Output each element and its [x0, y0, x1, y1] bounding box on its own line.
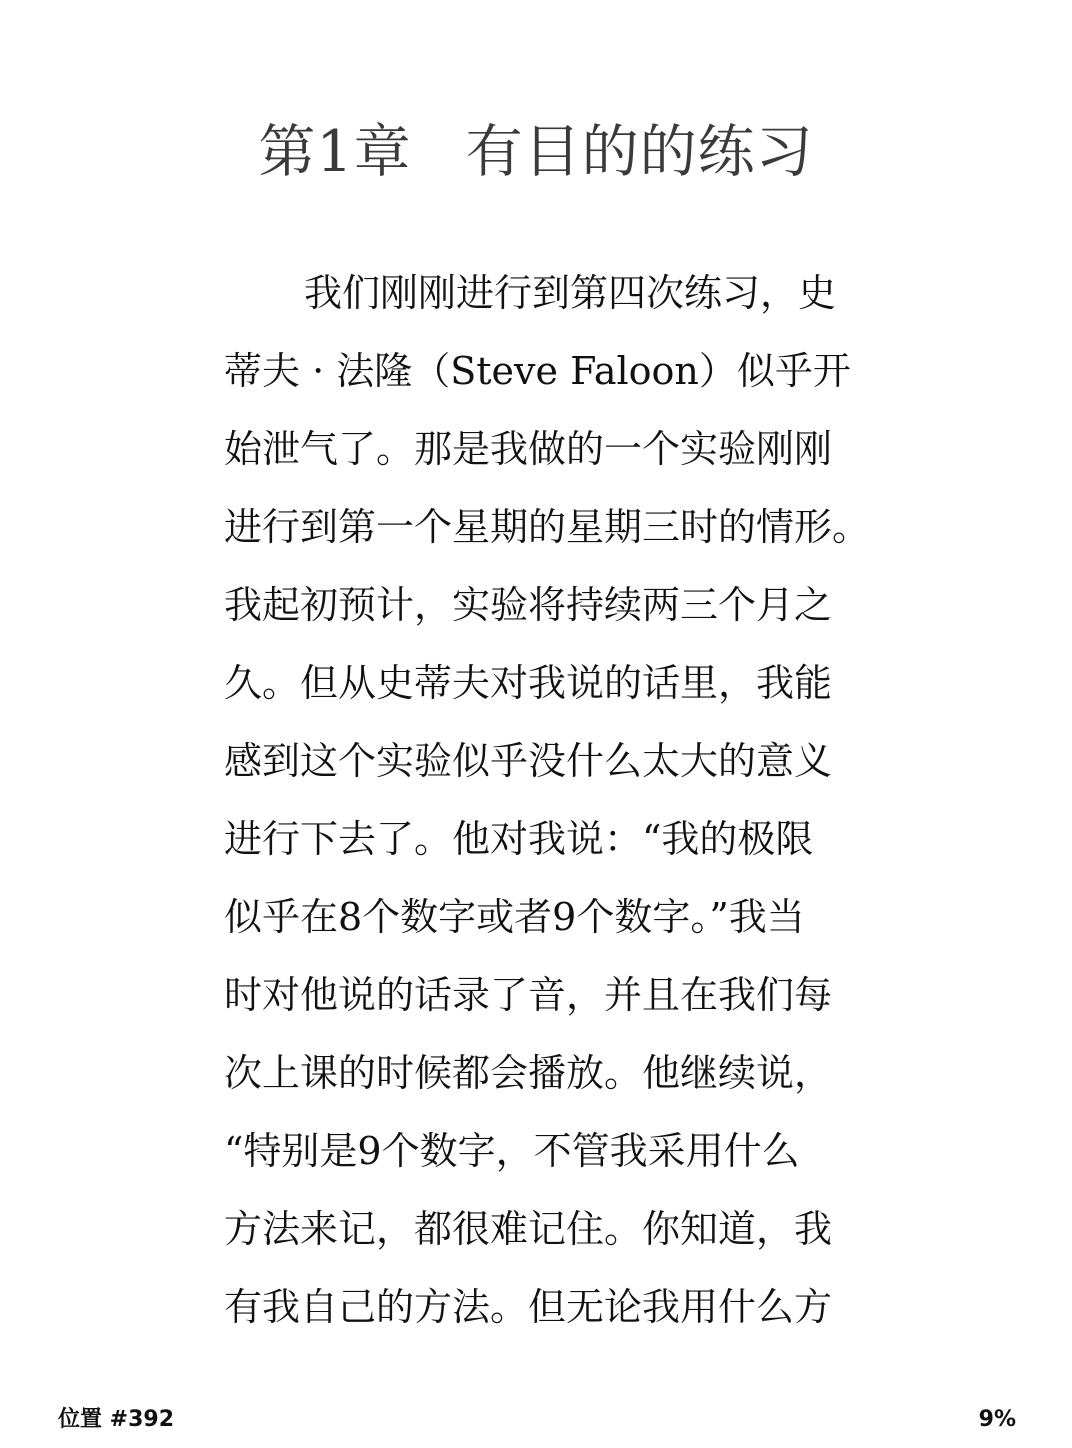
body-line: 始泄气了。那是我做的一个实验刚刚: [224, 427, 833, 471]
body-line: 有我自己的方法。但无论我用什么方: [224, 1285, 833, 1329]
location-indicator[interactable]: 位置 #392: [58, 1407, 175, 1432]
body-line: “特别是9个数字，不管我采用什么: [224, 1129, 800, 1173]
body-line: 方法来记，都很难记住。你知道，我: [224, 1207, 833, 1251]
body-line: 时对他说的话录了音，并且在我们每: [224, 973, 833, 1017]
body-line: 久。但从史蒂夫对我说的话里，我能: [224, 661, 833, 705]
chapter-name: 有目的的练习: [465, 119, 814, 185]
body-line: 蒂夫 · 法隆（Steve Faloon）似乎开: [224, 349, 851, 393]
body-line: 进行到第一个星期的星期三时的情形。: [224, 505, 871, 549]
body-line: 进行下去了。他对我说：“我的极限: [224, 817, 814, 861]
body-line: 感到这个实验似乎没什么太大的意义: [224, 739, 833, 783]
reader-footer: [0, 1400, 1072, 1440]
body-line: 我起初预计，实验将持续两三个月之: [224, 583, 833, 627]
body-line: 似乎在8个数字或者9个数字。”我当: [224, 895, 805, 939]
chapter-title: [0, 112, 1072, 192]
chapter-number: 第1章: [258, 119, 412, 185]
reading-progress: 9%: [978, 1407, 1016, 1432]
body-line: 我们刚刚进行到第四次练习，史: [304, 271, 837, 315]
body-text: [224, 254, 904, 1346]
body-line: 次上课的时候都会播放。他继续说，: [224, 1051, 833, 1095]
